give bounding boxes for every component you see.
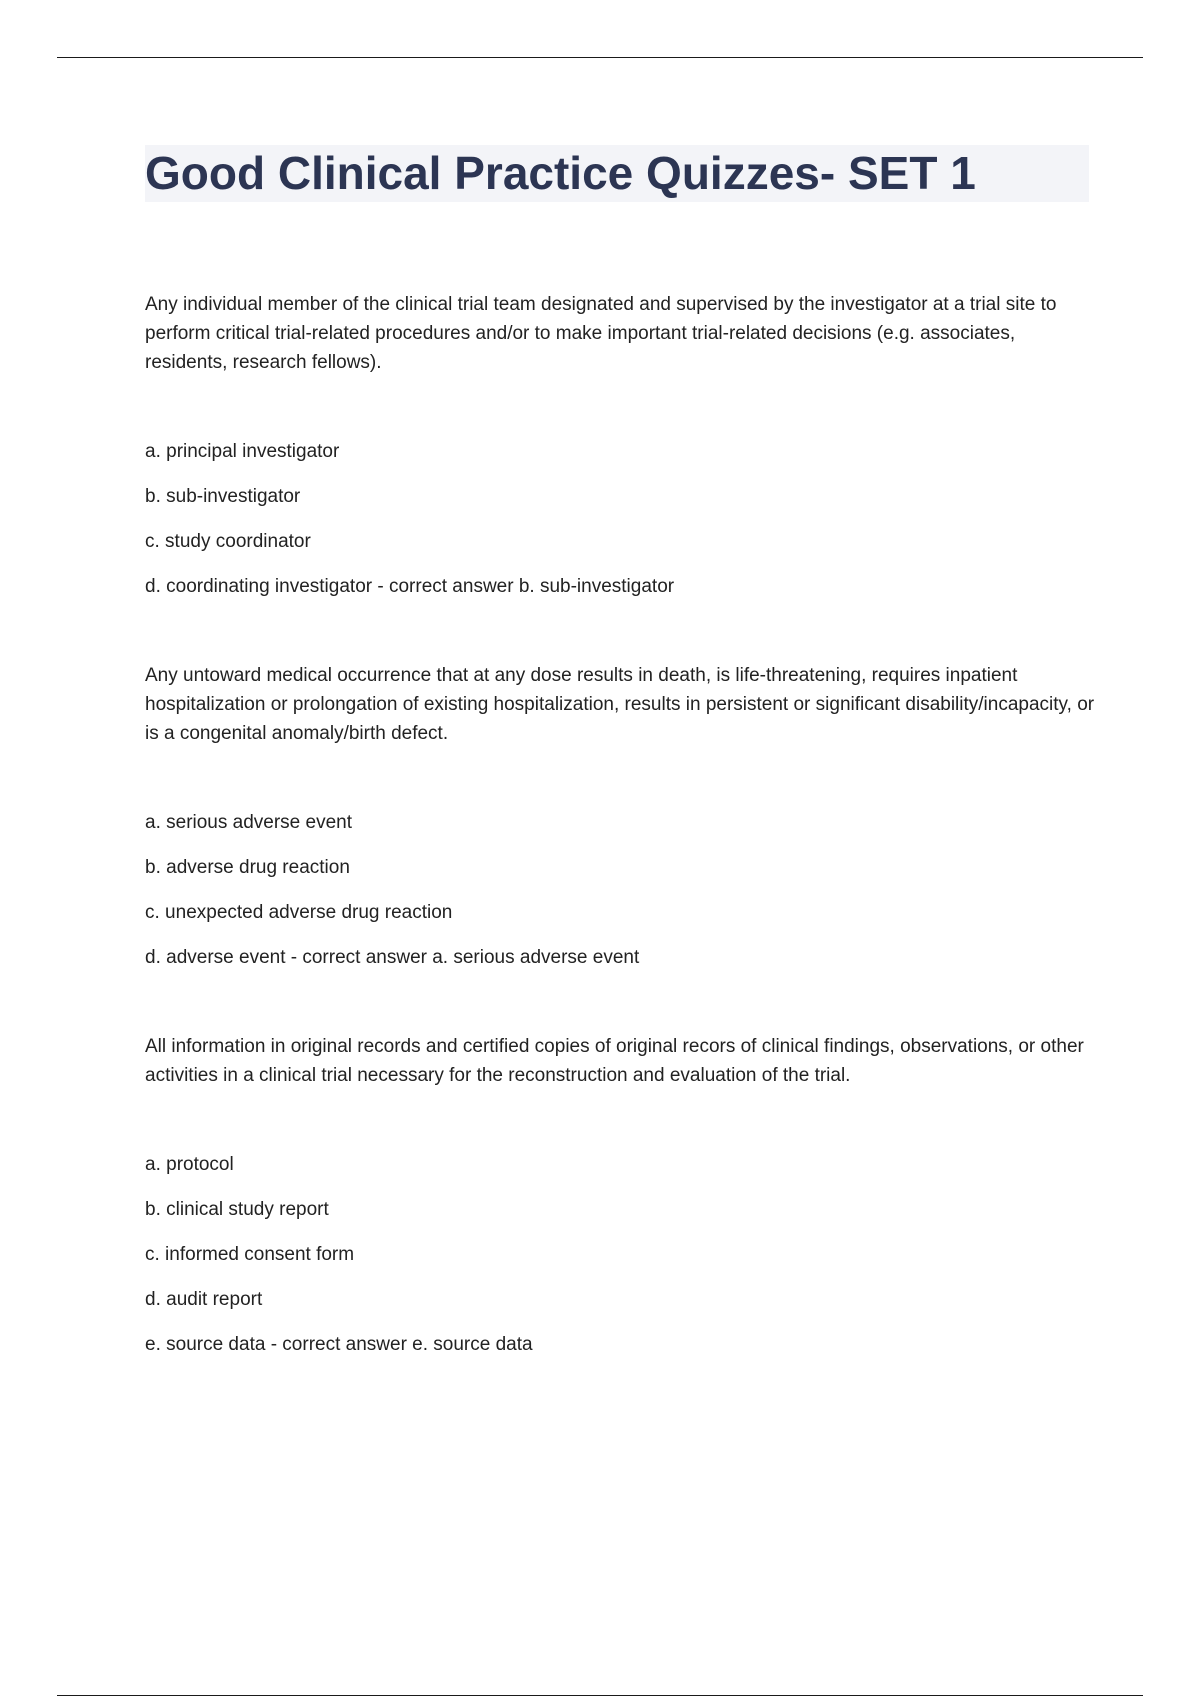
answer-option: d. coordinating investigator - correct answer b. sub-investigator: [145, 576, 675, 597]
answer-options: [145, 1150, 1095, 1359]
question-text: All information in original records and certified copies of original recors of clinical findings, observations, or other activities in a clinical trial necessary for the reconstruction and evaluation of the trial.: [145, 1036, 1084, 1086]
answer-options: [145, 437, 1095, 601]
answer-option: d. audit report: [145, 1289, 263, 1310]
answer-option: b. adverse drug reaction: [145, 857, 350, 878]
question-block-1: [145, 290, 1095, 601]
answer-options: [145, 808, 1095, 972]
answer-option: c. study coordinator: [145, 531, 311, 552]
answer-option: c. informed consent form: [145, 1244, 355, 1265]
question-text: Any individual member of the clinical trial team designated and supervised by the investigator at a trial site to perform critical trial-related procedures and/or to make important trial-related decisions (e.g. associates, residents, research fellows).: [145, 294, 1057, 373]
answer-option: a. serious adverse event: [145, 812, 353, 833]
quiz-content: [145, 290, 1095, 1359]
answer-option: a. principal investigator: [145, 441, 340, 462]
page-title: Good Clinical Practice Quizzes- SET 1: [145, 147, 976, 199]
question-text: Any untoward medical occurrence that at any dose results in death, is life-threatening, requires inpatient hospitalization or prolongation of existing hospitalization, results in persistent or significant disability/incapacity, or is a congenital anomaly/birth defect.: [145, 665, 1095, 744]
answer-option: a. protocol: [145, 1154, 234, 1175]
question-block-3: [145, 1032, 1095, 1359]
answer-option: e. source data - correct answer e. source data: [145, 1334, 533, 1355]
answer-option: b. sub-investigator: [145, 486, 301, 507]
question-block-2: [145, 661, 1095, 972]
bottom-rule: [57, 1695, 1143, 1696]
answer-option: b. clinical study report: [145, 1199, 329, 1220]
answer-option: c. unexpected adverse drug reaction: [145, 902, 453, 923]
top-rule: [57, 57, 1143, 58]
answer-option: d. adverse event - correct answer a. serious adverse event: [145, 947, 640, 968]
